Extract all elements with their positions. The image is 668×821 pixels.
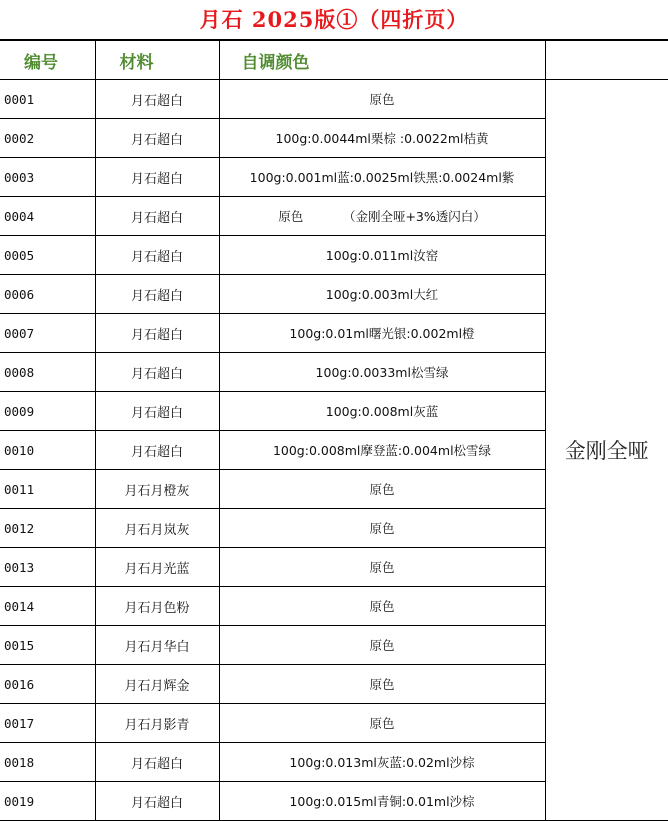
cell-color: 100g:0.01ml曙光银:0.002ml橙 xyxy=(219,314,545,353)
cell-material: 月石超白 xyxy=(95,353,219,392)
sheet-title: 月石 2025版①（四折页） xyxy=(0,0,668,40)
cell-material: 月石超白 xyxy=(95,236,219,275)
header-color: 自调颜色 xyxy=(219,41,545,80)
cell-num: 0004 xyxy=(0,197,95,236)
header-num: 编号 xyxy=(0,41,95,80)
cell-color: 原色 xyxy=(219,665,545,704)
finish-note: 金刚全哑 xyxy=(545,80,668,821)
cell-num: 0005 xyxy=(0,236,95,275)
cell-color: 原色 xyxy=(219,80,545,119)
cell-material: 月石超白 xyxy=(95,158,219,197)
cell-material: 月石月色粉 xyxy=(95,587,219,626)
cell-num: 0018 xyxy=(0,743,95,782)
cell-num: 0014 xyxy=(0,587,95,626)
cell-material: 月石月岚灰 xyxy=(95,509,219,548)
cell-num: 0017 xyxy=(0,704,95,743)
cell-material: 月石超白 xyxy=(95,431,219,470)
cell-color: 100g:0.015ml青铜:0.01ml沙棕 xyxy=(219,782,545,821)
cell-num: 0002 xyxy=(0,119,95,158)
cell-material: 月石超白 xyxy=(95,782,219,821)
cell-color: 100g:0.008ml摩登蓝:0.004ml松雪绿 xyxy=(219,431,545,470)
cell-color: 原色 xyxy=(219,548,545,587)
cell-num: 0006 xyxy=(0,275,95,314)
table-row xyxy=(0,80,668,119)
header-extra xyxy=(545,41,668,80)
cell-color: 100g:0.008ml灰蓝 xyxy=(219,392,545,431)
cell-color: 原色 xyxy=(219,470,545,509)
cell-num: 0015 xyxy=(0,626,95,665)
cell-material: 月石月光蓝 xyxy=(95,548,219,587)
cell-color: 原色 xyxy=(219,704,545,743)
cell-num: 0008 xyxy=(0,353,95,392)
cell-color: 100g:0.011ml汝窑 xyxy=(219,236,545,275)
table-body xyxy=(0,80,668,821)
cell-num: 0001 xyxy=(0,80,95,119)
cell-material: 月石超白 xyxy=(95,80,219,119)
cell-color: 100g:0.0044ml栗棕 :0.0022ml桔黄 xyxy=(219,119,545,158)
cell-num: 0011 xyxy=(0,470,95,509)
cell-num: 0019 xyxy=(0,782,95,821)
cell-material: 月石超白 xyxy=(95,314,219,353)
cell-material: 月石月橙灰 xyxy=(95,470,219,509)
cell-material: 月石月辉金 xyxy=(95,665,219,704)
cell-material: 月石超白 xyxy=(95,119,219,158)
cell-color: 100g:0.0033ml松雪绿 xyxy=(219,353,545,392)
cell-num: 0003 xyxy=(0,158,95,197)
cell-material: 月石超白 xyxy=(95,275,219,314)
cell-num: 0013 xyxy=(0,548,95,587)
cell-color: 100g:0.003ml大红 xyxy=(219,275,545,314)
cell-color: 原色 xyxy=(219,509,545,548)
cell-color: 100g:0.001ml蓝:0.0025ml铁黑:0.0024ml紫 xyxy=(219,158,545,197)
cell-material: 月石超白 xyxy=(95,197,219,236)
cell-color: 原色 xyxy=(219,587,545,626)
cell-material: 月石月华白 xyxy=(95,626,219,665)
cell-num: 0012 xyxy=(0,509,95,548)
cell-material: 月石超白 xyxy=(95,743,219,782)
cell-num: 0016 xyxy=(0,665,95,704)
header-material: 材料 xyxy=(95,41,219,80)
cell-material: 月石超白 xyxy=(95,392,219,431)
color-table xyxy=(0,40,668,821)
cell-color: 原色 （金刚全哑+3%透闪白） xyxy=(219,197,545,236)
cell-color: 原色 xyxy=(219,626,545,665)
cell-num: 0007 xyxy=(0,314,95,353)
cell-material: 月石月影青 xyxy=(95,704,219,743)
cell-num: 0009 xyxy=(0,392,95,431)
header-row xyxy=(0,41,668,80)
cell-num: 0010 xyxy=(0,431,95,470)
cell-color: 100g:0.013ml灰蓝:0.02ml沙棕 xyxy=(219,743,545,782)
